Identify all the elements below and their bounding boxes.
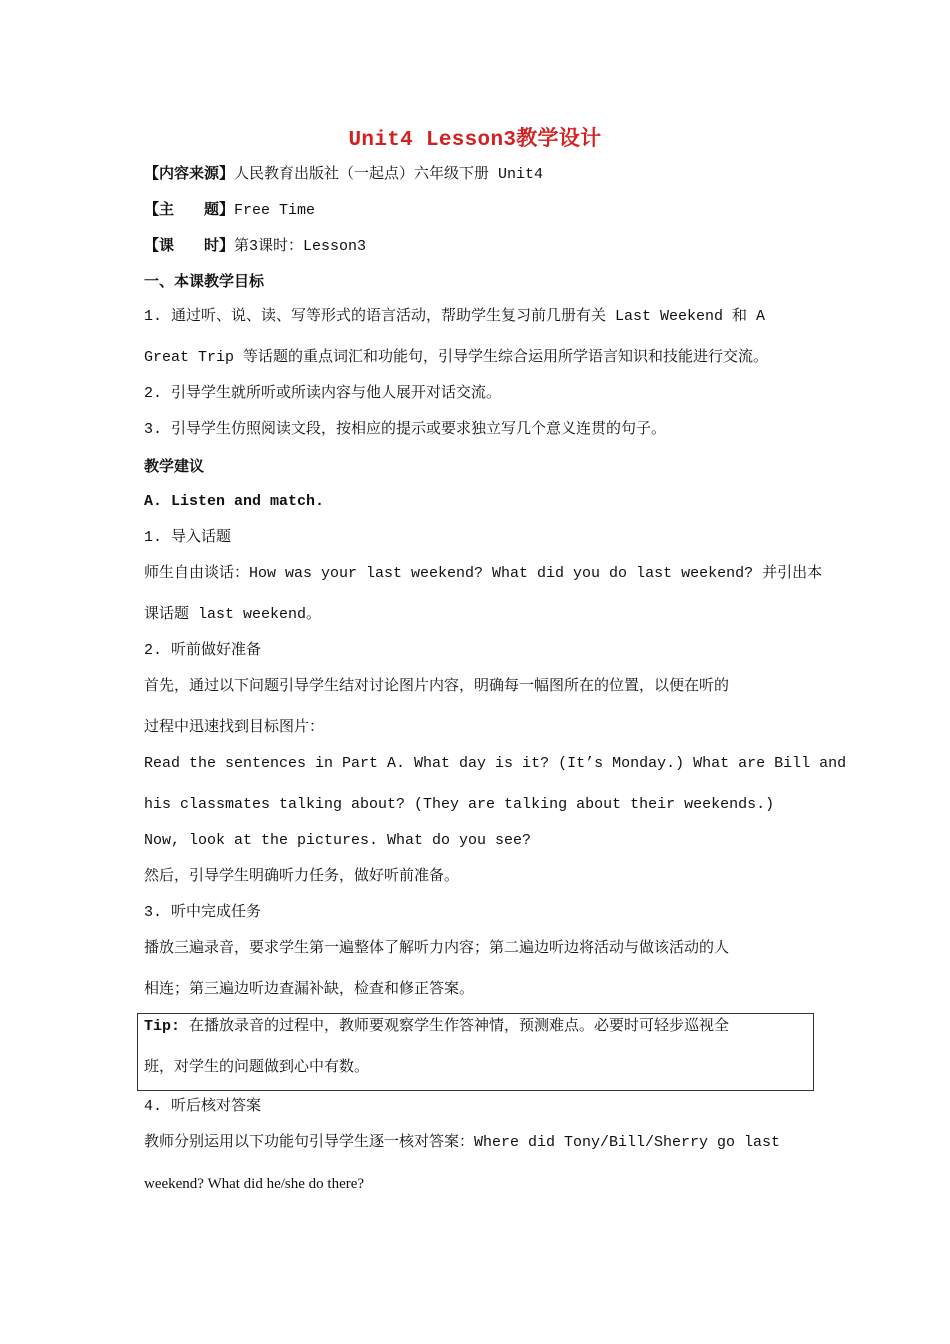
section2-heading: 教学建议 xyxy=(144,457,205,475)
objective-line: Great Trip 等话题的重点词汇和功能句，引导学生综合运用所学语言知识和技能进行交流。 xyxy=(144,349,769,366)
step3-title: 3. 听中完成任务 xyxy=(144,904,262,921)
step1-title: 1. 导入话题 xyxy=(144,529,232,546)
tip-box xyxy=(137,1013,814,1091)
step3-line: 播放三遍录音，要求学生第一遍整体了解听力内容；第二遍边听边将活动与做该活动的人 xyxy=(144,940,730,957)
step4-line: weekend? What did he/she do there? xyxy=(144,1176,365,1192)
meta-period xyxy=(144,235,814,257)
step1-line: 课话题 last weekend。 xyxy=(144,606,322,623)
document-title: Unit4 Lesson3教学设计 xyxy=(348,129,602,152)
step2-line: his classmates talking about? (They are talking about their weekends.) xyxy=(144,796,775,813)
source-value: 人民教育出版社（一起点）六年级下册 Unit4 xyxy=(234,166,544,183)
step2-line: Now, look at the pictures. What do you see? xyxy=(144,832,532,849)
objective-line: 1. 通过听、说、读、写等形式的语言活动，帮助学生复习前几册有关 Last Weekend 和 A xyxy=(144,308,766,325)
topic-label: 【主 题】 xyxy=(144,200,235,218)
objective-line: 2. 引导学生就所听或所读内容与他人展开对话交流。 xyxy=(144,385,502,402)
topic-value: Free Time xyxy=(234,202,316,219)
period-value: 第3课时：Lesson3 xyxy=(234,238,367,255)
meta-source xyxy=(144,163,814,185)
step2-line: 过程中迅速找到目标图片： xyxy=(144,719,325,736)
step2-line: Read the sentences in Part A. What day is it? (It’s Monday.) What are Bill and xyxy=(144,755,847,772)
objective-line: 3. 引导学生仿照阅读文段，按相应的提示或要求独立写几个意义连贯的句子。 xyxy=(144,421,667,438)
tip-line: 班，对学生的问题做到心中有数。 xyxy=(144,1059,370,1076)
section1-heading: 一、本课教学目标 xyxy=(144,272,265,290)
tip-line xyxy=(144,1017,804,1037)
step2-title: 2. 听前做好准备 xyxy=(144,642,262,659)
step1-line: 师生自由谈话：How was your last weekend? What did you do last weekend? 并引出本 xyxy=(144,565,823,582)
source-label: 【内容来源】 xyxy=(144,164,235,182)
period-label: 【课 时】 xyxy=(144,236,235,254)
step3-line: 相连；第三遍边听边查漏补缺，检查和修正答案。 xyxy=(144,981,475,998)
part-a-heading: A. Listen and match. xyxy=(144,493,325,510)
tip-label: Tip: xyxy=(144,1018,181,1035)
step2-line: 首先，通过以下问题引导学生结对讨论图片内容，明确每一幅图所在的位置，以便在听的 xyxy=(144,678,730,695)
step4-line: 教师分别运用以下功能句引导学生逐一核对答案：Where did Tony/Bill/Sherry go last xyxy=(144,1134,781,1151)
tip-text: 在播放录音的过程中，教师要观察学生作答神情，预测难点。必要时可轻步巡视全 xyxy=(189,1018,730,1035)
meta-topic xyxy=(144,199,814,221)
step4-title: 4. 听后核对答案 xyxy=(144,1098,262,1115)
step2-line: 然后，引导学生明确听力任务，做好听前准备。 xyxy=(144,868,460,885)
